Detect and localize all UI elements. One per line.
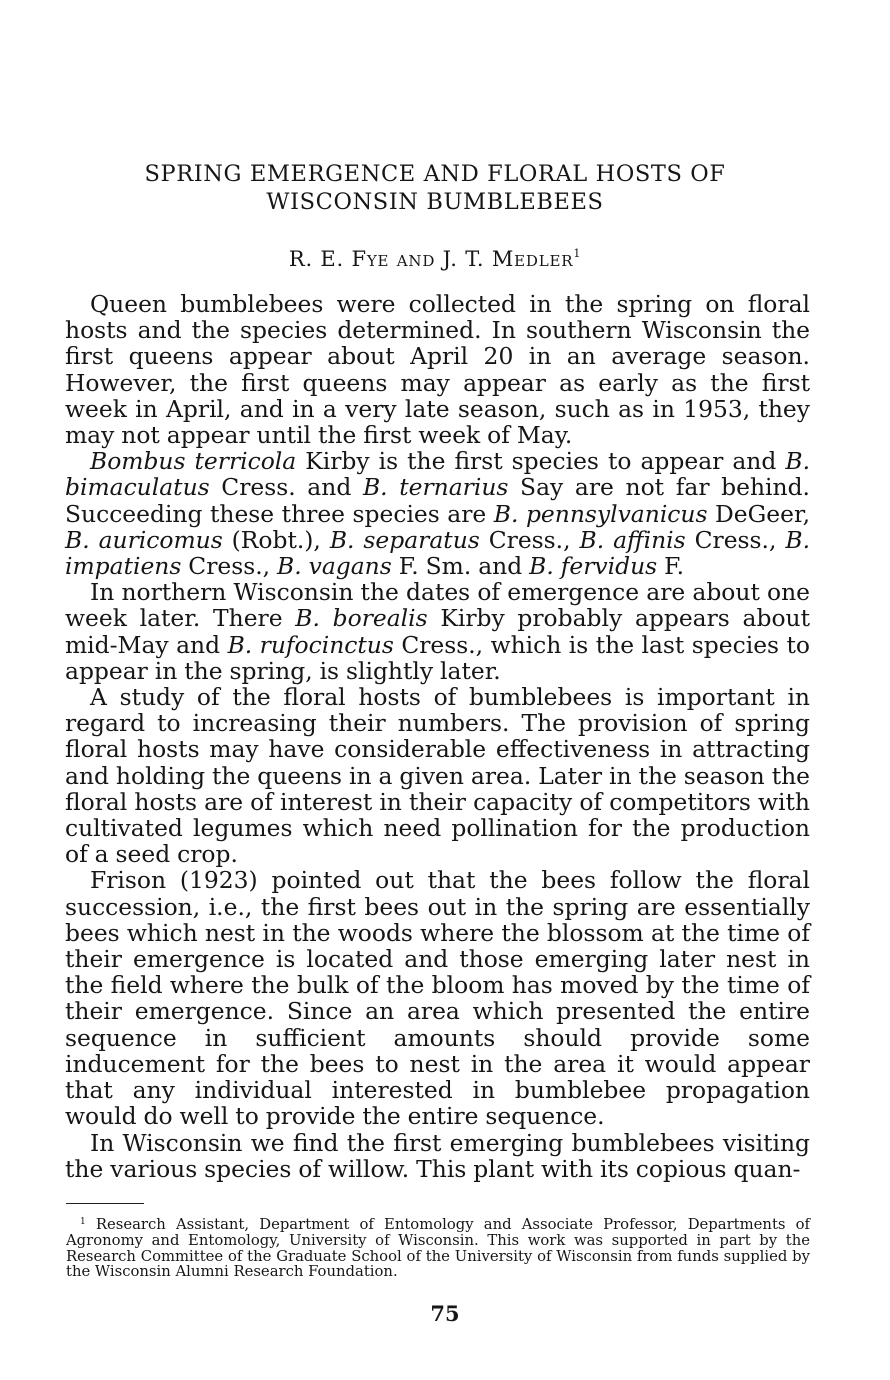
text-run: DeGeer,: [707, 499, 811, 528]
author-byline: [60, 240, 810, 273]
text-run: Cress.,: [685, 525, 786, 554]
species-name: B. rufocinctus: [227, 630, 394, 659]
text-run: F. Sm. and: [391, 552, 530, 581]
author-2-surname: Medler: [491, 247, 574, 271]
title-line-1: SPRING EMERGENCE AND FLORAL HOSTS OF: [144, 161, 726, 187]
species-name: Bombus terricola: [90, 447, 297, 476]
text-run: Cress. and: [209, 473, 363, 502]
paragraph-1: Queen bumblebees were collected in the spring on floral hosts and the species determined. In southern Wisconsin the first queens appear about April 20 in an average season. However, the first queens may appear as early as the first week in April, and in a very late season, such as in 1953, they may not appear until the first week of May.: [65, 290, 810, 450]
article-title: [60, 160, 810, 216]
species-name: B. impatiens: [65, 525, 811, 581]
author-2-initials: J. T.: [442, 247, 492, 271]
species-name: B. borealis: [295, 604, 428, 633]
paragraph-5: Frison (1923) pointed out that the bees follow the floral succession, i.e., the first bees out in the spring are essentially bees which nest in the woods where the blossom at the time of their emergence is located and those emerging later nest in the field where the bulk of the bloom has moved by the time of their emergence. Since an area which presented the entire sequence in sufficient amounts should provide some inducement for the bees to nest in the area it would appear that any individual interested in bumblebee propagation would do well to provide the entire sequence.: [65, 866, 810, 1131]
text-run: Kirby is the first species to appear and: [296, 447, 786, 476]
species-name: B. bimaculatus: [65, 447, 810, 502]
species-name: B. fervidus: [529, 552, 658, 581]
species-name: B. vagans: [277, 552, 392, 581]
text-run: Cress.,: [181, 552, 278, 581]
footnote-separator: [66, 1203, 144, 1204]
page-number: 75: [430, 1301, 460, 1326]
species-name: B. ternarius: [362, 473, 509, 502]
paragraph-3: [65, 579, 810, 684]
footnote-text: Research Assistant, Department of Entomology and Associate Professor, Departments of Agronomy and Entomology, University of Wisconsin. This work was supported in part by the Research Committee of the Graduate School of the University of Wisconsin from funds supplied by the Wisconsin Alumni Research Foundation.: [66, 1216, 810, 1281]
paragraph-4: A study of the floral hosts of bumblebees is important in regard to increasing their numbers. The provision of spring floral hosts may have considerable effectiveness in attracting and holding the queens in a given area. Later in the season the floral hosts are of interest in their capacity of competitors with cultivated legumes which need pollination for the production of a seed crop.: [65, 683, 810, 869]
text-run: Say are not far behind. Succeeding these three species are: [65, 473, 810, 528]
text-run: (Robt.),: [222, 525, 330, 554]
text-run: F.: [657, 552, 685, 581]
paragraph-2: [65, 448, 810, 579]
paragraph-6: In Wisconsin we find the first emerging bumblebees visiting the various species of willow. This plant with its copious quan-: [65, 1128, 810, 1183]
title-line-2: WISCONSIN BUMBLEBEES: [266, 189, 604, 215]
species-name: B. separatus: [329, 525, 480, 554]
text-run: Kirby probably appears about mid-May and: [65, 604, 810, 659]
text-run: In northern Wisconsin the dates of emergence are about one week later. There: [65, 578, 810, 633]
author-1-surname: Fye: [351, 247, 390, 271]
author-footnote-marker: 1: [573, 247, 582, 260]
article-body: [65, 291, 810, 1182]
text-run: Cress., which is the last species to appear in the spring, is slightly later.: [65, 630, 810, 685]
footnote: [66, 1215, 810, 1280]
author-conjunction: and: [389, 247, 443, 271]
species-name: B. pennsylvanicus: [493, 499, 708, 528]
footnote-marker: 1: [80, 1217, 86, 1227]
text-run: Cress.,: [479, 525, 580, 554]
author-1-initials: R. E.: [288, 247, 352, 271]
species-name: B. auricomus: [65, 525, 223, 554]
species-name: B. affinis: [579, 525, 686, 554]
